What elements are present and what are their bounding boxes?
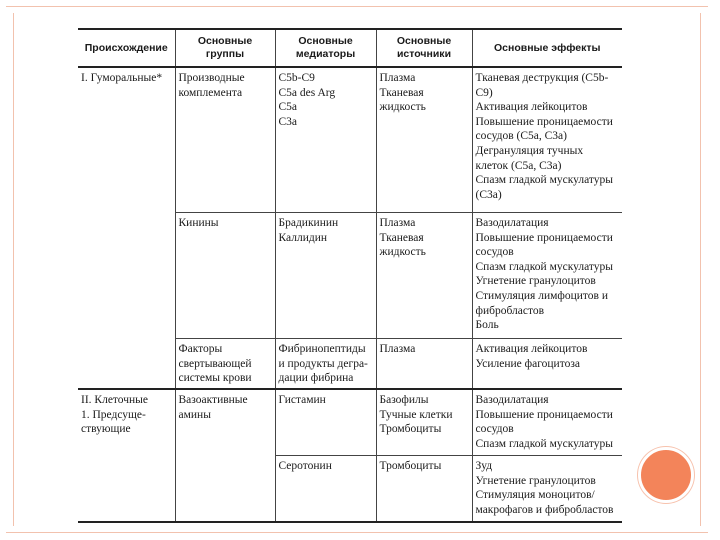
effects-cell: Зуд Угнетение гранулоцитов Стимуляция моноцитов/ макрофагов и фибробластов	[472, 456, 622, 523]
sources-cell: Плазма Тканевая жидкость	[376, 67, 472, 213]
mediators-cell: C5b-C9 C5a des Arg C5a C3a	[275, 67, 376, 213]
table-header-row	[78, 29, 622, 67]
header-groups: Основные группы	[175, 29, 275, 67]
group-cell: Факторы свертывающей системы крови	[175, 339, 275, 390]
group-cell: Кинины	[175, 213, 275, 339]
header-mediators: Основные медиаторы	[275, 29, 376, 67]
header-effects: Основные эффекты	[472, 29, 622, 67]
header-origin: Происхождение	[78, 29, 175, 67]
table-row	[78, 67, 622, 213]
mediators-cell: Гистамин	[275, 389, 376, 456]
mediators-cell: Фибринопептиды и продукты дегра- дации фибрина	[275, 339, 376, 390]
group-cell: Вазоактивные амины	[175, 389, 275, 522]
decorative-circle	[638, 447, 694, 503]
effects-cell: Вазодилатация Повышение проницаемости сосудов Спазм гладкой мускулатуры	[472, 389, 622, 456]
effects-cell: Тканевая деструкция (C5b- C9) Активация лейкоцитов Повышение проницаемости сосудов (C5a, C3a) Дегрануляция тучных клеток (C5a, C3a) Спазм гладкой мускулатуры (C3a)	[472, 67, 622, 213]
mediators-cell: Брадикинин Каллидин	[275, 213, 376, 339]
origin-cell: II. Клеточные 1. Предсуще- ствующие	[78, 389, 175, 522]
mediators-cell: Серотонин	[275, 456, 376, 523]
sources-cell: Плазма Тканевая жидкость	[376, 213, 472, 339]
effects-cell: Активация лейкоцитов Усиление фагоцитоза	[472, 339, 622, 390]
header-sources: Основные источники	[376, 29, 472, 67]
origin-cell: I. Гуморальные*	[78, 67, 175, 389]
sources-cell: Плазма	[376, 339, 472, 390]
sources-cell: Тромбоциты	[376, 456, 472, 523]
effects-cell: Вазодилатация Повышение проницаемости сосудов Спазм гладкой мускулатуры Угнетение гранулоцитов Стимуляция лимфоцитов и фибробластов Боль	[472, 213, 622, 339]
inflammation-mediators-table	[78, 28, 622, 523]
sources-cell: Базофилы Тучные клетки Тромбоциты	[376, 389, 472, 456]
table-row	[78, 389, 622, 456]
group-cell: Производные комплемента	[175, 67, 275, 213]
